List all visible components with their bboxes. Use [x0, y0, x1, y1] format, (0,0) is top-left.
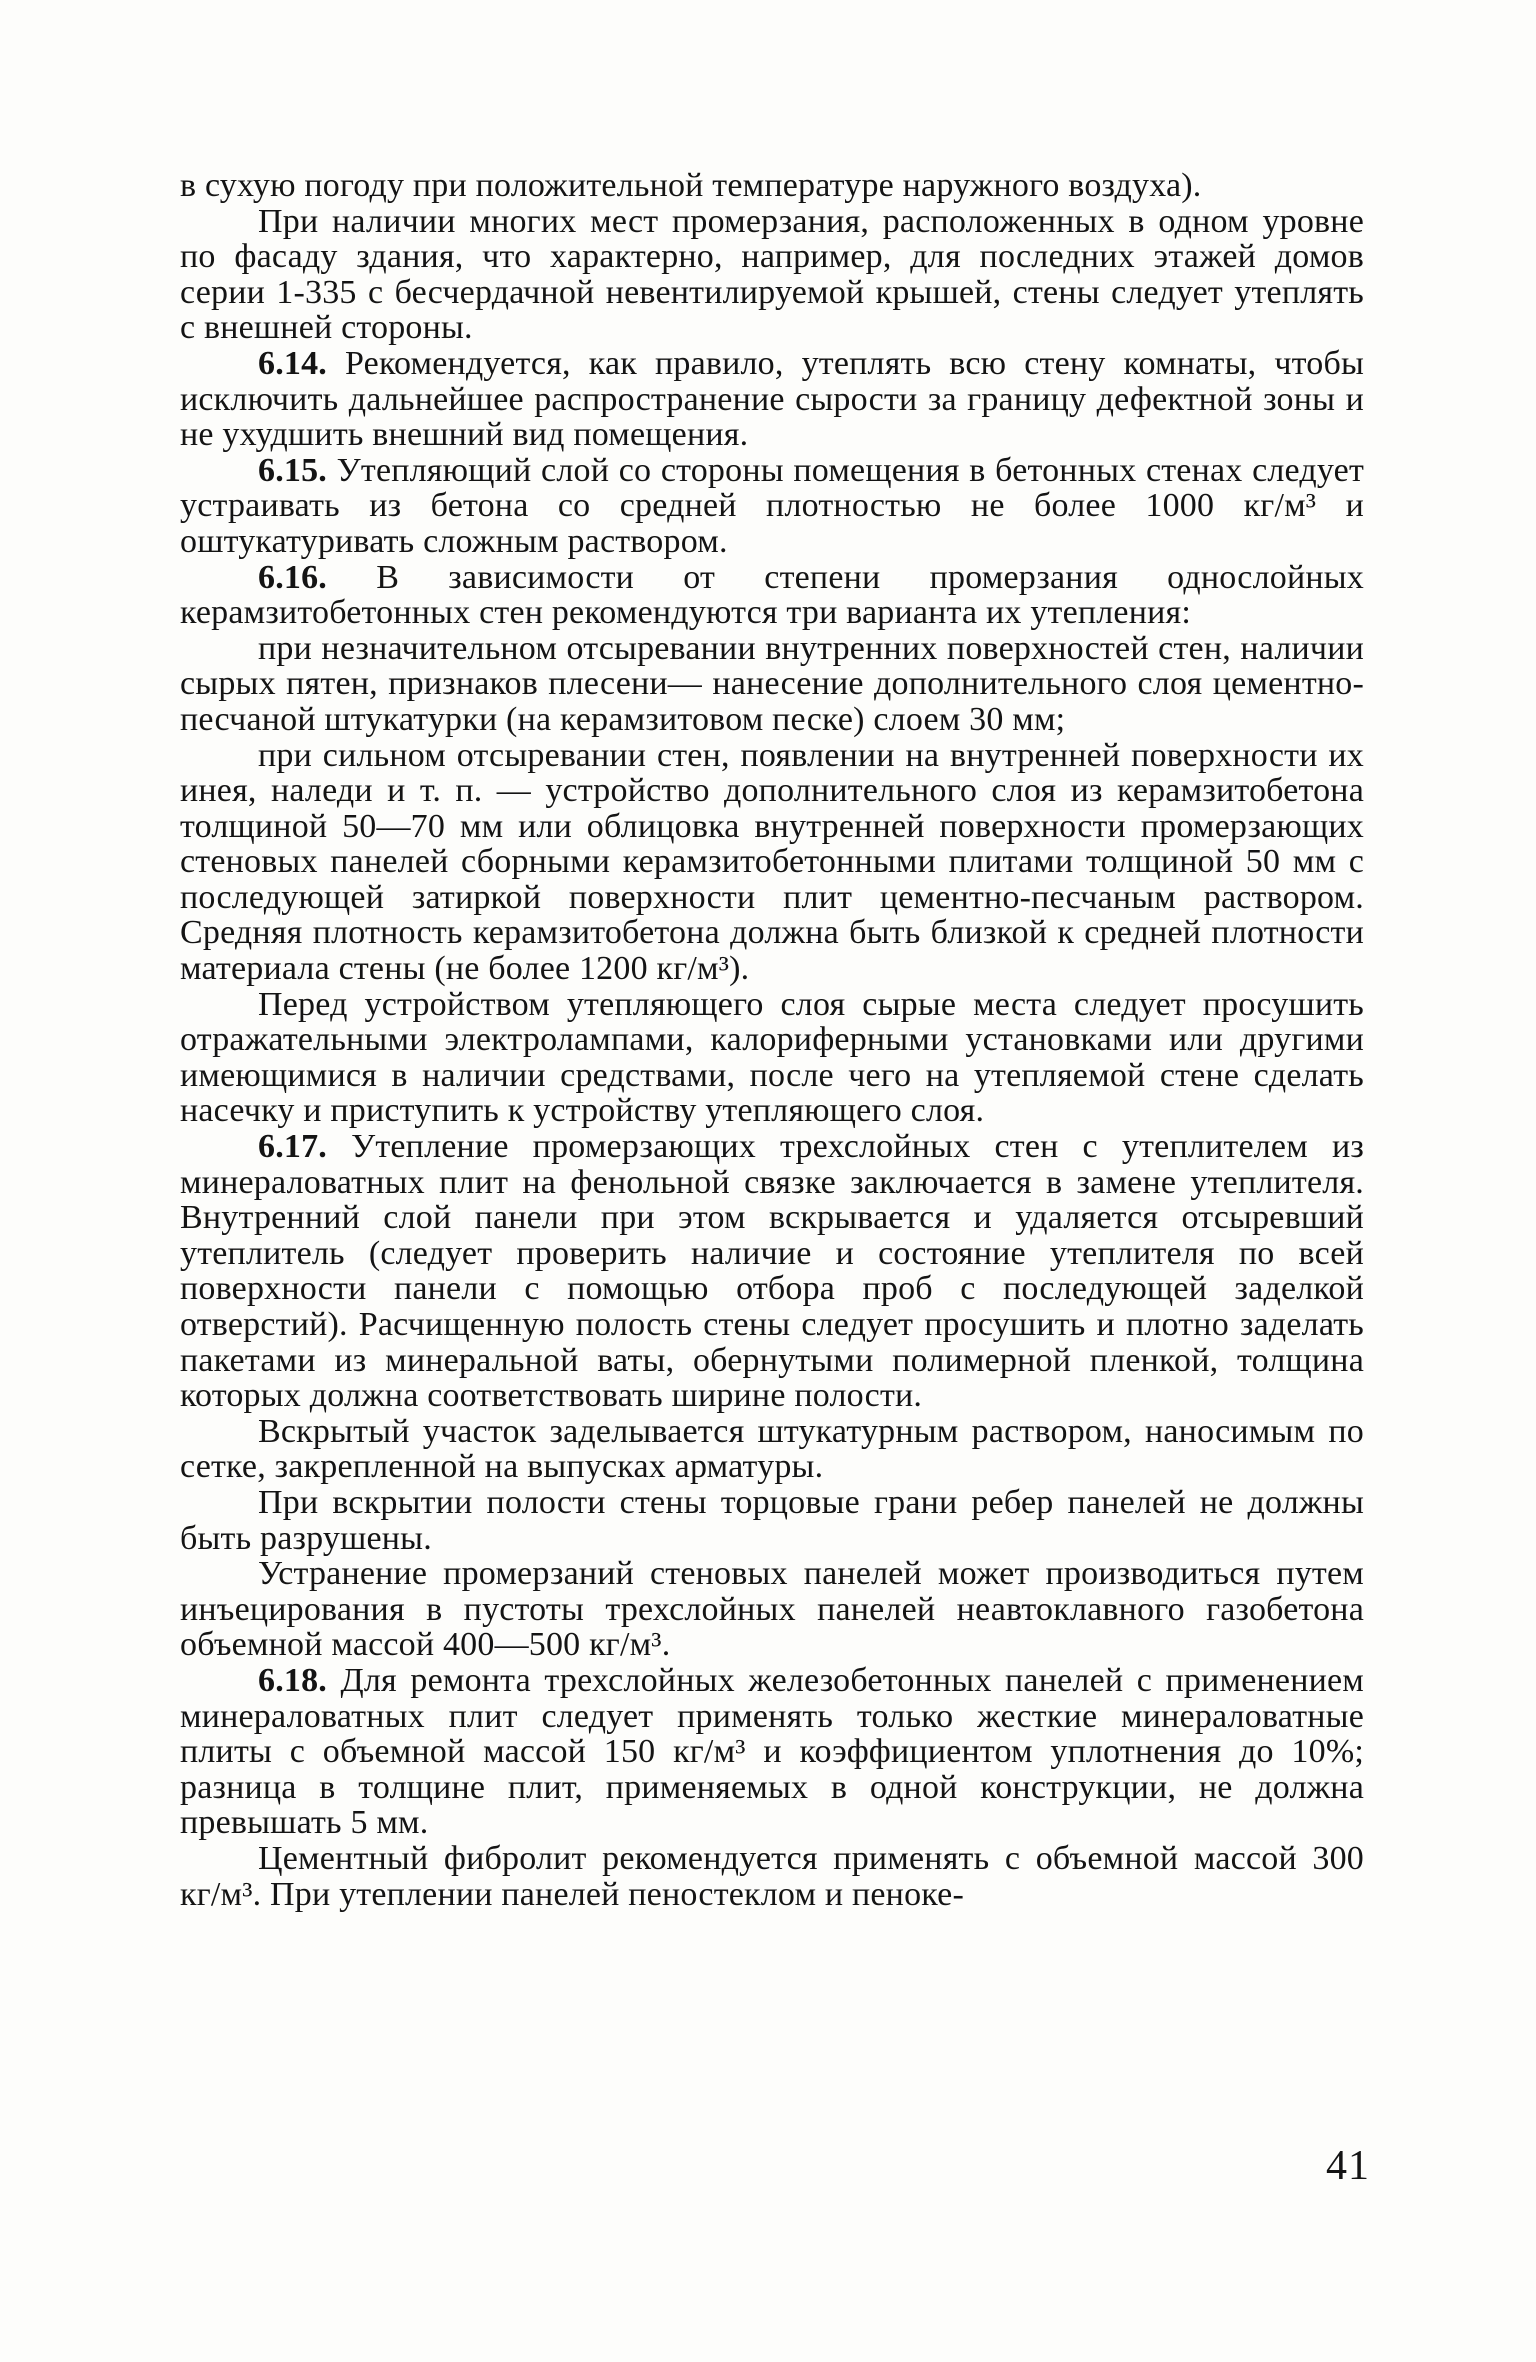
paragraph-text: Устранение промерзаний стеновых панелей может производиться путем инъецирования в пустоты трехслойных панелей неавтоклавного газобетона объемной массой 400—500 кг/м³.: [180, 1555, 1364, 1664]
section-number: 6.16.: [258, 558, 327, 596]
paragraph-text: Вскрытый участок заделывается штукатурным раствором, наносимым по сетке, закрепленной на выпусках арматуры.: [180, 1412, 1364, 1486]
paragraph-6-17: [180, 1129, 1364, 1414]
paragraph-6-14: [180, 346, 1364, 453]
paragraph: [180, 631, 1364, 738]
paragraph-text: При наличии многих мест промерзания, расположенных в одном уровне по фасаду здания, что характерно, например, для последних этажей домов серии 1-335 с бесчердачной невентилируемой крышей, стены следует утеплять с внешней стороны.: [180, 202, 1364, 347]
page-number: 41: [1326, 2143, 1370, 2189]
paragraph: [180, 987, 1364, 1129]
section-number: 6.14.: [258, 344, 327, 382]
paragraph-text: Утепляющий слой со стороны помещения в бетонных стенах следует устраивать из бетона со средней плотностью не более 1000 кг/м³ и оштукатуривать сложным раствором.: [180, 451, 1364, 560]
paragraph-text: Для ремонта трехслойных железобетонных панелей с применением минераловатных плит следует применять только жесткие минераловатные плиты с объемной массой 150 кг/м³ и коэффициентом уплотнения до 10%; разница в толщине плит, применяемых в одной конструкции, не должна превышать 5 мм.: [180, 1661, 1364, 1842]
paragraph-6-15: [180, 453, 1364, 560]
paragraph-text: Цементный фибролит рекомендуется применять с объемной массой 300 кг/м³. При утеплении панелей пеностеклом и пеноке-: [180, 1839, 1364, 1913]
paragraph: [180, 1556, 1364, 1663]
paragraph: [180, 1841, 1364, 1912]
section-number: 6.15.: [258, 451, 327, 489]
paragraph-text: в сухую погоду при положительной температуре наружного воздуха).: [180, 167, 1202, 204]
paragraph: [180, 1414, 1364, 1485]
paragraph: [180, 1485, 1364, 1556]
paragraph-text: Утепление промерзающих трехслойных стен с утеплителем из минераловатных плит на фенольной связке заключается в замене утеплителя. Внутренний слой панели при этом вскрывается и удаляется отсыревший утеплитель (следует проверить наличие и состояние утеплителя по всей поверхности панели с помощью отбора проб с последующей заделкой отверстий). Расчищенную полость стены следует просушить и плотно заделать пакетами из минеральной ваты, обернутыми полимерной пленкой, толщина которых должна соответствовать ширине полости.: [180, 1128, 1364, 1415]
paragraph-6-18: [180, 1663, 1364, 1841]
body-text: [180, 168, 1364, 1912]
section-number: 6.18.: [258, 1661, 327, 1699]
paragraph-text: При вскрытии полости стены торцовые грани ребер панелей не должны быть разрушены.: [180, 1483, 1364, 1557]
paragraph-text: В зависимости от степени промерзания однослойных керамзитобетонных стен рекомендуются три варианта их утепления:: [180, 558, 1364, 632]
paragraph: [180, 738, 1364, 987]
paragraph-text: Рекомендуется, как правило, утеплять всю стену комнаты, чтобы исключить дальнейшее распространение сырости за границу дефектной зоны и не ухудшить внешний вид помещения.: [180, 344, 1365, 454]
paragraph-text: Перед устройством утепляющего слоя сырые места следует просушить отражательными электролампами, калориферными установками или другими имеющимися в наличии средствами, после чего на утепляемой стене сделать насечку и приступить к устройству утепляющего слоя.: [180, 985, 1364, 1130]
section-number: 6.17.: [258, 1128, 327, 1166]
paragraph-continuation: [180, 168, 1364, 204]
paragraph-text: при сильном отсыревании стен, появлении на внутренней поверхности их инея, наледи и т. п. — устройство дополнительного слоя из керамзитобетона толщиной 50—70 мм или облицовка внутренней поверхности промерзающих стеновых панелей сборными керамзитобетонными плитами толщиной 50 мм с последующей затиркой поверхности плит цементно-песчаным раствором. Средняя плотность керамзитобетона должна быть близкой к средней плотности материала стены (не более 1200 кг/м³).: [180, 736, 1364, 988]
paragraph-text: при незначительном отсыревании внутренних поверхностей стен, наличии сырых пятен, признаков плесени— нанесение дополнительного слоя цементно-песчаной штукатурки (на керамзитовом песке) слоем 30 мм;: [180, 629, 1364, 738]
paragraph: [180, 204, 1364, 346]
paragraph-6-16: [180, 560, 1364, 631]
